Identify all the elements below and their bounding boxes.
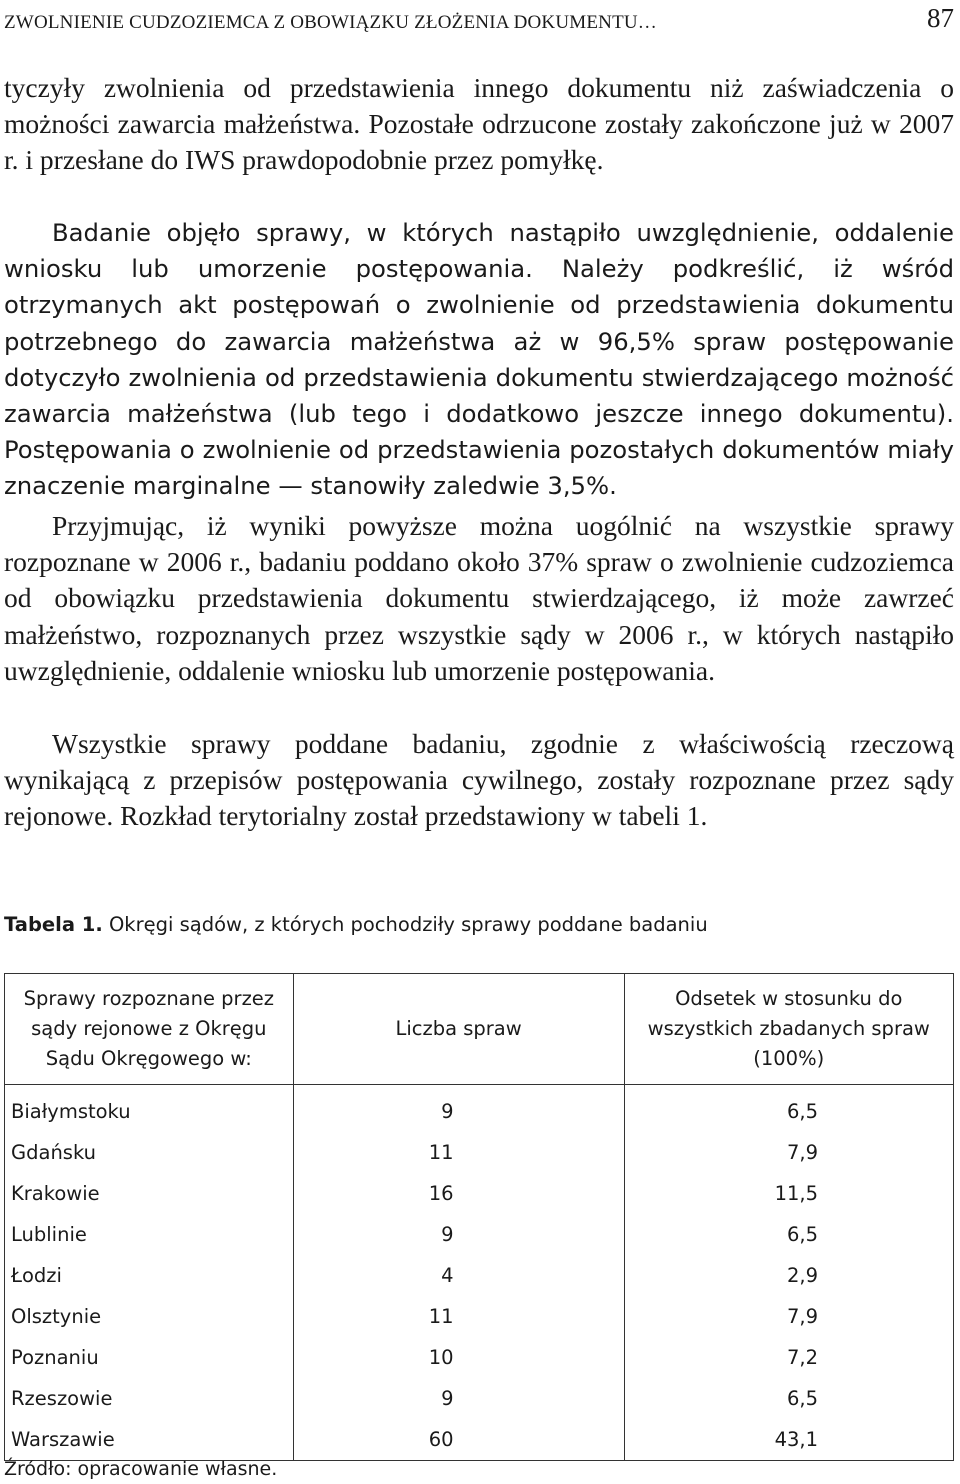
cell-percent: 6,5 bbox=[624, 1214, 953, 1255]
table-header-row bbox=[5, 974, 954, 1085]
cell-district: Lublinie bbox=[5, 1214, 294, 1255]
cell-count: 11 bbox=[293, 1296, 624, 1337]
cell-count: 16 bbox=[293, 1173, 624, 1214]
cell-percent: 7,2 bbox=[624, 1337, 953, 1378]
cell-percent: 6,5 bbox=[624, 1378, 953, 1419]
cell-count: 10 bbox=[293, 1337, 624, 1378]
cell-district: Warszawie bbox=[5, 1419, 294, 1461]
table-row bbox=[5, 1132, 954, 1173]
table-row bbox=[5, 1085, 954, 1133]
table-row bbox=[5, 1255, 954, 1296]
paragraph-1: tyczyły zwolnienia od przedstawienia innego dokumentu niż zaświadczenia o możności zawarcia małżeństwa. Pozostałe odrzucone zostały zakończone już w 2007 r. i przesłane do IWS prawdopodobnie przez pomyłkę. bbox=[4, 72, 954, 176]
paragraph-4: Wszystkie sprawy poddane badaniu, zgodnie z właściwością rzeczową wynikającą z przepisów postępowania cywilnego, zostały rozpoznane przez sądy rejonowe. Rozkład terytorialny został przedstawiony w tabeli 1. bbox=[4, 728, 954, 832]
cell-percent: 11,5 bbox=[624, 1173, 953, 1214]
table-caption-text: Okręgi sądów, z których pochodziły sprawy poddane badaniu bbox=[102, 913, 708, 936]
cell-count: 4 bbox=[293, 1255, 624, 1296]
table-row bbox=[5, 1214, 954, 1255]
cell-percent: 7,9 bbox=[624, 1296, 953, 1337]
table-row bbox=[5, 1296, 954, 1337]
table-caption-label: Tabela 1. bbox=[4, 913, 103, 936]
paragraph-3: Przyjmując, iż wyniki powyższe można uogólnić na wszystkie sprawy rozpoznane w 2006 r., badaniu poddano około 37% spraw o zwolnienie cudzoziemca od obowiązku przedstawienia dokumentu stwierdzającego, iż może zawrzeć małżeństwo, rozpoznanych przez wszystkie sądy w 2006 r., w których nastąpiło uwzględnienie, oddalenie wniosku lub umorzenie postępowania. bbox=[4, 510, 954, 686]
cell-district: Olsztynie bbox=[5, 1296, 294, 1337]
cell-count: 60 bbox=[293, 1419, 624, 1461]
cell-district: Poznaniu bbox=[5, 1337, 294, 1378]
cell-count: 9 bbox=[293, 1214, 624, 1255]
table-caption bbox=[4, 913, 708, 936]
cell-district: Rzeszowie bbox=[5, 1378, 294, 1419]
page-number: 87 bbox=[927, 3, 954, 33]
header-case-count: Liczba spraw bbox=[293, 974, 624, 1085]
cell-percent: 6,5 bbox=[624, 1085, 953, 1133]
table-row bbox=[5, 1419, 954, 1461]
cell-percent: 7,9 bbox=[624, 1132, 953, 1173]
running-title: ZWOLNIENIE CUDZOZIEMCA Z OBOWIĄZKU ZŁOŻENIA DOKUMENTU… bbox=[4, 12, 657, 33]
cell-district: Krakowie bbox=[5, 1173, 294, 1214]
table-body bbox=[5, 1085, 954, 1461]
table-row bbox=[5, 1378, 954, 1419]
table-row bbox=[5, 1337, 954, 1378]
cell-district: Białymstoku bbox=[5, 1085, 294, 1133]
page-header bbox=[4, 0, 954, 34]
table-row bbox=[5, 1173, 954, 1214]
cell-count: 11 bbox=[293, 1132, 624, 1173]
cell-district: Gdańsku bbox=[5, 1132, 294, 1173]
header-districts: Sprawy rozpoznane przez sądy rejonowe z Okręgu Sądu Okręgowego w: bbox=[5, 974, 294, 1085]
cell-count: 9 bbox=[293, 1085, 624, 1133]
table-source: Źródło: opracowanie własne. bbox=[4, 1458, 278, 1480]
cell-percent: 43,1 bbox=[624, 1419, 953, 1461]
header-percentage: Odsetek w stosunku do wszystkich zbadanych spraw (100%) bbox=[624, 974, 953, 1085]
cell-count: 9 bbox=[293, 1378, 624, 1419]
districts-table bbox=[4, 973, 954, 1461]
cell-district: Łodzi bbox=[5, 1255, 294, 1296]
cell-percent: 2,9 bbox=[624, 1255, 953, 1296]
paragraph-2: Badanie objęło sprawy, w których nastąpiło uwzględnienie, oddalenie wniosku lub umorzenie postępowania. Należy podkreślić, iż wśród otrzymanych akt postępowań o zwolnienie od przedstawienia dokumentu potrzebnego do zawarcia małżeństwa aż w 96,5% spraw postępowanie dotyczyło zwolnienia od przedstawienia dokumentu stwierdzającego możność zawarcia małżeństwa (lub tego i dodatkowo jeszcze innego dokumentu). Postępowania o zwolnienie od przedstawienia pozostałych dokumentów miały znaczenie marginalne — stanowiły zaledwie 3,5%. bbox=[4, 218, 954, 501]
